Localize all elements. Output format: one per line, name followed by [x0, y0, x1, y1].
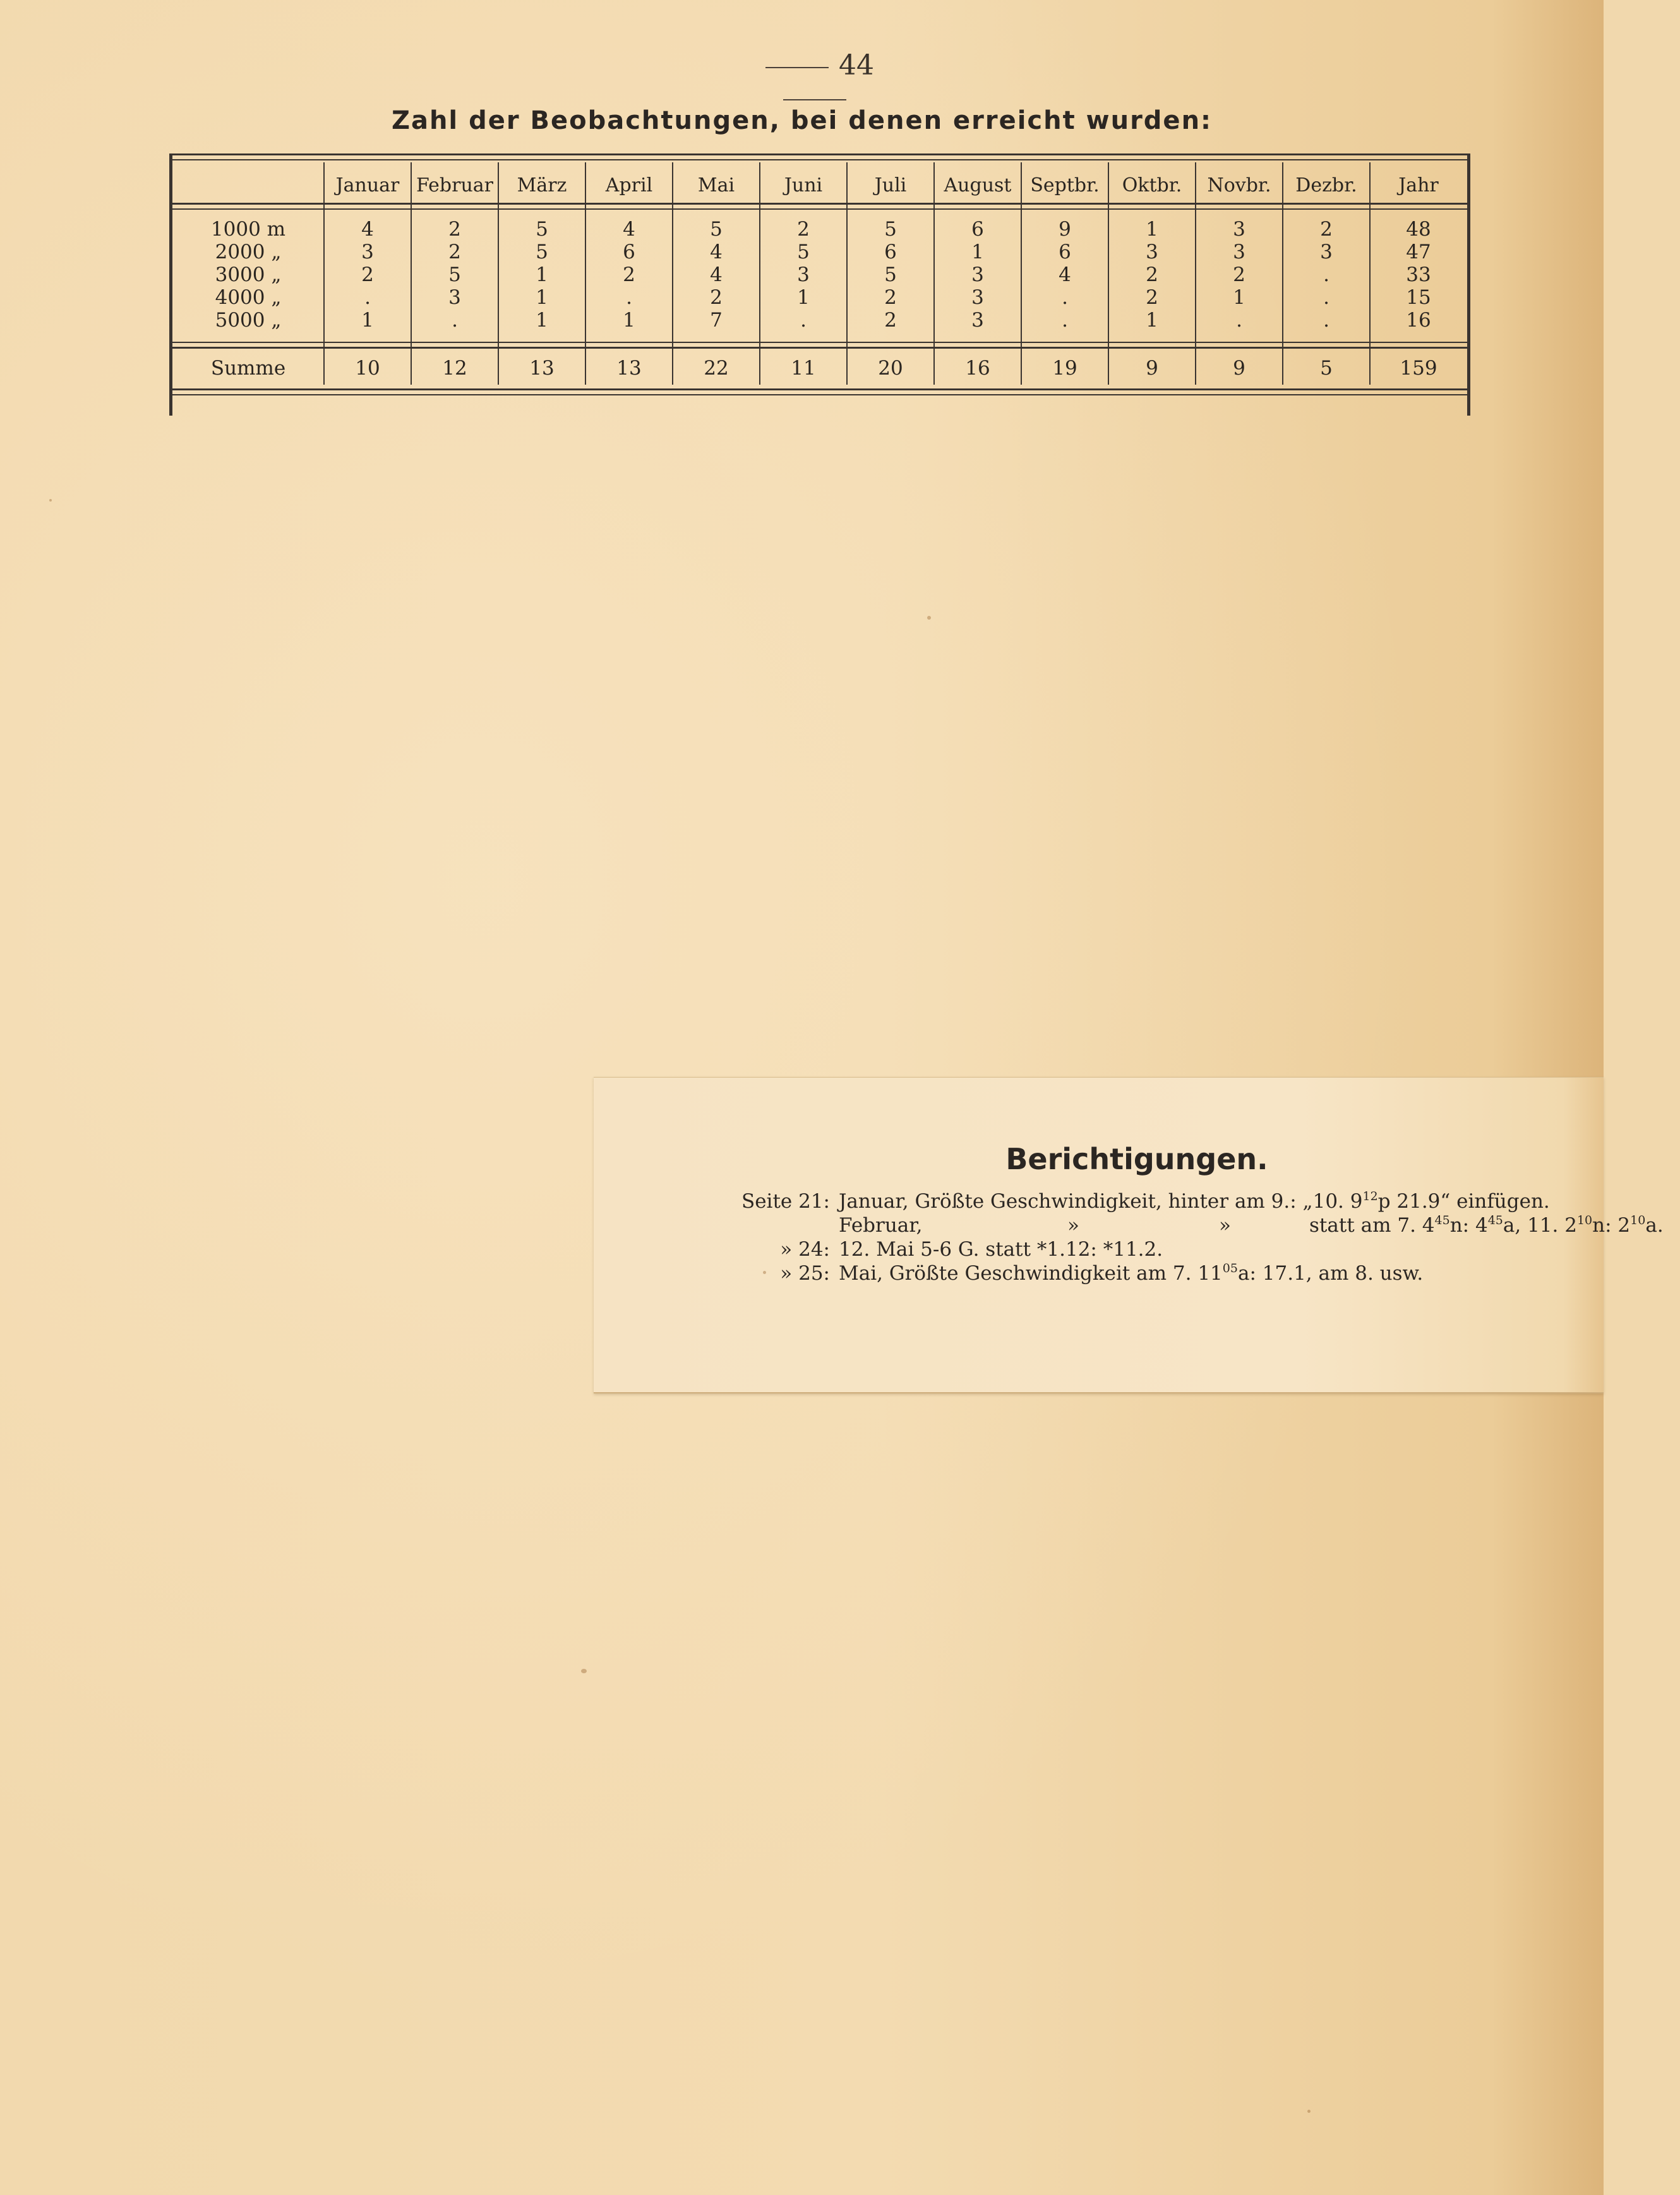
table-sum-cell: 22	[704, 357, 729, 380]
table-header-cell: Jahr	[1398, 174, 1439, 196]
table-column-divider	[759, 162, 760, 385]
table-cell: 3	[971, 309, 984, 332]
table-cell: 16	[1406, 309, 1431, 332]
table-cell: 1	[536, 309, 548, 332]
table-grid	[172, 153, 1467, 416]
table-column-divider	[323, 162, 325, 385]
table-cell: .	[1062, 286, 1068, 309]
table-cell: 3	[1320, 241, 1333, 263]
correction-text: statt am 7. $4^{45}n$: $4^{45}a$, 11. $2^{10}n$: $2^{10}a$.	[1309, 1213, 1664, 1237]
table-cell: 4	[623, 218, 635, 241]
paper-fleck	[763, 1271, 766, 1274]
table-cell: 1	[623, 309, 635, 332]
table-column-divider	[1108, 162, 1109, 385]
table-cell: 2	[448, 241, 461, 263]
paper-fleck	[581, 1669, 587, 1673]
table-header-cell: Novbr.	[1207, 174, 1271, 196]
table-cell: 5	[884, 218, 897, 241]
table-column-divider	[1195, 162, 1196, 385]
correction-ditto: »	[1067, 1214, 1079, 1237]
table-cell: 1	[536, 286, 548, 309]
table-header-cell: März	[517, 174, 567, 196]
page-number-value: 44	[839, 49, 874, 81]
table-cell: 1	[1146, 218, 1158, 241]
table-cell: 47	[1406, 241, 1431, 263]
table-sum-cell: 9	[1233, 357, 1245, 380]
table-column-divider	[498, 162, 499, 385]
table-sum-cell: 5	[1320, 357, 1333, 380]
table-cell: 1	[1146, 309, 1158, 332]
table-header-cell: August	[944, 174, 1012, 196]
table-cell: .	[1323, 286, 1329, 309]
table-row-label: 3000 „	[215, 263, 282, 286]
table-cell: 1	[971, 241, 984, 263]
table-cell: 2	[710, 286, 723, 309]
table-cell: 2	[1146, 286, 1158, 309]
table-cell: 7	[710, 309, 723, 332]
table-cell: 5	[884, 263, 897, 286]
table-cell: .	[452, 309, 458, 332]
table-sum-cell: 159	[1400, 357, 1437, 380]
table-cell: .	[1323, 309, 1329, 332]
table-cell: 1	[797, 286, 810, 309]
table-sum-cell: 10	[355, 357, 380, 380]
table-row-label: 5000 „	[215, 309, 282, 332]
table-cell: 1	[1233, 286, 1245, 309]
table-cell: 3	[971, 263, 984, 286]
table-cell: 3	[797, 263, 810, 286]
table-cell: 4	[361, 218, 374, 241]
table-cell: 2	[1320, 218, 1333, 241]
table-cell: 9	[1059, 218, 1071, 241]
table-column-divider	[672, 162, 673, 385]
table-column-divider	[1282, 162, 1283, 385]
table-cell: 5	[710, 218, 723, 241]
corrections-slip	[594, 1077, 1664, 1393]
table-sum-cell: 19	[1052, 357, 1077, 380]
table-column-divider	[1021, 162, 1022, 385]
correction-ref: Seite 21:	[741, 1190, 830, 1213]
table-cell: 33	[1406, 263, 1431, 286]
table-cell: 3	[971, 286, 984, 309]
table-header-cell: Oktbr.	[1122, 174, 1182, 196]
table-title: Zahl der Beobachtungen, bei denen erreicht wurden:	[391, 106, 1213, 135]
paper-fleck	[1307, 2110, 1311, 2113]
table-header-cell: Februar	[416, 174, 494, 196]
table-cell: 6	[884, 241, 897, 263]
table-header-cell: Septbr.	[1030, 174, 1100, 196]
table-cell: 4	[710, 263, 723, 286]
table-cell: 4	[710, 241, 723, 263]
table-cell: 5	[448, 263, 461, 286]
table-cell: 2	[448, 218, 461, 241]
table-header-cell: Juni	[784, 174, 823, 196]
table-column-divider	[933, 162, 935, 385]
table-cell: 2	[797, 218, 810, 241]
table-cell: 3	[361, 241, 374, 263]
table-cell: 1	[361, 309, 374, 332]
page-number	[733, 49, 897, 114]
page-number-right-dash	[783, 99, 846, 100]
table-cell: 3	[1146, 241, 1158, 263]
table-cell: 2	[1233, 263, 1245, 286]
table-cell: 3	[1233, 218, 1245, 241]
table-sum-label: Summe	[210, 357, 286, 380]
correction-text: 12. Mai 5-6 G. statt *1.12: *11.2.	[839, 1238, 1163, 1261]
table-header-cell: April	[605, 174, 653, 196]
table-cell: 6	[971, 218, 984, 241]
table-cell: .	[1323, 263, 1329, 286]
table-cell: .	[364, 286, 371, 309]
correction-ref: » 25:	[780, 1262, 830, 1285]
correction-text: Mai, Größte Geschwindigkeit am 7. $11^{05}a$: 17.1, am 8. usw.	[839, 1261, 1424, 1285]
correction-ref: » 24:	[780, 1238, 830, 1261]
table-cell: 15	[1406, 286, 1431, 309]
table-header-cell: Dezbr.	[1295, 174, 1357, 196]
table-sum-cell: 16	[965, 357, 990, 380]
table-column-divider	[1369, 162, 1371, 385]
table-cell: 48	[1406, 218, 1431, 241]
table-row-label: 4000 „	[215, 286, 282, 309]
table-column-divider	[585, 162, 586, 385]
table-cell: 2	[1146, 263, 1158, 286]
table-cell: 6	[1059, 241, 1071, 263]
table-cell: 6	[623, 241, 635, 263]
table-cell: 4	[1059, 263, 1071, 286]
table-sum-cell: 13	[529, 357, 555, 380]
table-cell: 2	[361, 263, 374, 286]
table-sum-cell: 9	[1146, 357, 1158, 380]
table-cell: 1	[536, 263, 548, 286]
table-cell: 2	[884, 286, 897, 309]
correction-text: Januar, Größte Geschwindigkeit, hinter am 9.: „10. $9^{12}p$ 21.9“ einfügen.	[839, 1189, 1550, 1213]
table-column-divider	[411, 162, 412, 385]
table-sum-cell: 20	[878, 357, 903, 380]
corrections-title: Berichtigungen.	[1005, 1142, 1268, 1176]
table-cell: 5	[797, 241, 810, 263]
table-cell: 2	[623, 263, 635, 286]
table-cell: 3	[1233, 241, 1245, 263]
table-cell: 5	[536, 241, 548, 263]
table-sum-cell: 11	[791, 357, 816, 380]
paper-fleck	[49, 499, 52, 502]
correction-month: Februar,	[839, 1214, 923, 1237]
correction-ditto: »	[1219, 1214, 1231, 1237]
table-row-label: 2000 „	[215, 241, 282, 263]
table-cell: .	[1062, 309, 1068, 332]
table-sum-cell: 12	[442, 357, 467, 380]
paper-fleck	[927, 616, 931, 620]
table-cell: .	[626, 286, 632, 309]
table-header-cell: Mai	[697, 174, 735, 196]
table-cell: .	[800, 309, 807, 332]
observations-table	[169, 153, 1470, 416]
table-cell: .	[1236, 309, 1242, 332]
table-row-label: 1000 m	[210, 218, 286, 241]
table-header-cell: Januar	[335, 174, 400, 196]
table-cell: 3	[448, 286, 461, 309]
table-cell: 5	[536, 218, 548, 241]
table-column-divider	[846, 162, 848, 385]
table-sum-cell: 13	[616, 357, 642, 380]
page-number-left-dash	[765, 67, 829, 68]
table-header-cell: Juli	[874, 174, 907, 196]
table-cell: 2	[884, 309, 897, 332]
